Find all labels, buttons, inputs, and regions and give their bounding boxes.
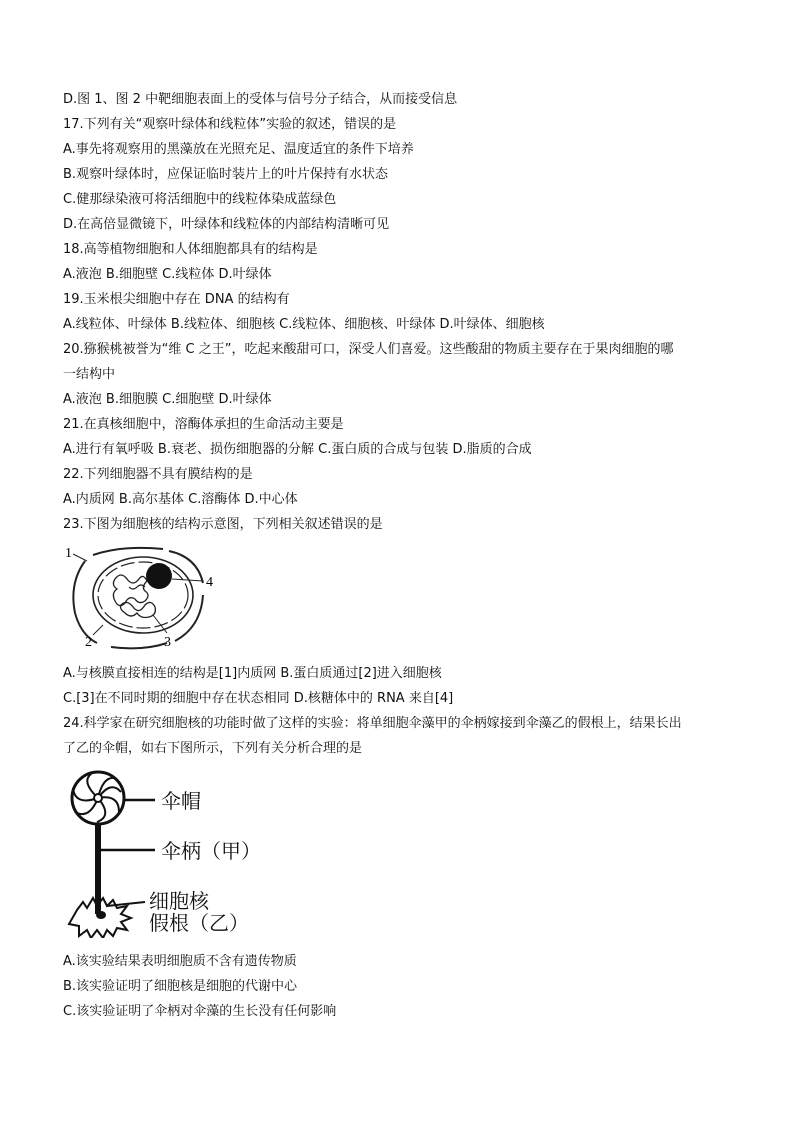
label-3: 3 (164, 635, 171, 650)
label-stalk: 伞柄（甲） (161, 839, 261, 863)
text-line: D.图 1、图 2 中靶细胞表面上的受体与信号分子结合，从而接受信息 (63, 92, 458, 107)
chromatin (129, 585, 145, 589)
option-line: C.该实验证明了伞柄对伞藻的生长没有任何影响 (63, 1004, 337, 1019)
label-cap: 伞帽 (161, 789, 201, 813)
option-line: A.事先将观察用的黑藻放在光照充足、温度适宜的条件下培养 (63, 142, 414, 157)
label-rhizoid: 假根（乙） (149, 911, 249, 935)
er-membrane (93, 548, 163, 555)
chromatin (113, 575, 148, 606)
nuclear-envelope-outer (93, 557, 193, 633)
question-24-cont: 了乙的伞帽，如右下图所示，下列有关分析合理的是 (63, 741, 363, 756)
label-2: 2 (85, 635, 92, 650)
er-membrane (169, 551, 203, 583)
option-line: A.液泡 B.细胞壁 C.线粒体 D.叶绿体 (63, 267, 272, 282)
nucleolus (146, 563, 172, 589)
option-line: A.液泡 B.细胞膜 C.细胞壁 D.叶绿体 (63, 392, 272, 407)
option-line: A.内质网 B.高尔基体 C.溶酶体 D.中心体 (63, 492, 298, 507)
nuclear-envelope-inner (98, 562, 188, 628)
nucleus-dot (96, 911, 106, 919)
question-18: 18.高等植物细胞和人体细胞都具有的结构是 (63, 242, 318, 257)
question-21: 21.在真核细胞中，溶酶体承担的生命活动主要是 (63, 417, 344, 432)
option-line: B.观察叶绿体时，应保证临时装片上的叶片保持有水状态 (63, 167, 389, 182)
question-20: 20.猕猴桃被誉为“维 C 之王”，吃起来酸甜可口，深受人们喜爱。这些酸甜的物质主要存在于果肉细胞的哪 (63, 342, 674, 357)
option-line: A.该实验结果表明细胞质不含有遗传物质 (63, 954, 297, 969)
option-line: A.线粒体、叶绿体 B.线粒体、细胞核 C.线粒体、细胞核、叶绿体 D.叶绿体、细胞核 (63, 317, 545, 332)
label-1: 1 (65, 546, 72, 561)
option-line: C.健那绿染液可将活细胞中的线粒体染成蓝绿色 (63, 192, 337, 207)
question-20-cont: 一结构中 (63, 367, 116, 382)
question-17: 17.下列有关“观察叶绿体和线粒体”实验的叙述，错误的是 (63, 117, 397, 132)
question-23: 23.下图为细胞核的结构示意图，下列相关叙述错误的是 (63, 517, 383, 532)
option-line: C.[3]在不同时期的细胞中存在状态相同 D.核糖体中的 RNA 来自[4] (63, 691, 454, 706)
er-membrane (175, 595, 203, 641)
label-4: 4 (206, 575, 213, 590)
question-22: 22.下列细胞器不具有膜结构的是 (63, 467, 253, 482)
option-line: A.进行有氧呼吸 B.衰老、损伤细胞器的分解 C.蛋白质的合成与包装 D.脂质的合成 (63, 442, 532, 457)
nucleus-structure-diagram (63, 543, 223, 651)
option-line: A.与核膜直接相连的结构是[1]内质网 B.蛋白质通过[2]进入细胞核 (63, 666, 442, 681)
er-membrane (111, 643, 167, 648)
label-nucleus: 细胞核 (149, 889, 209, 913)
option-line: D.在高倍显微镜下，叶绿体和线粒体的内部结构清晰可见 (63, 217, 390, 232)
question-24: 24.科学家在研究细胞核的功能时做了这样的实验：将单细胞伞藻甲的伞柄嫁接到伞藻乙的假根上，结果长出 (63, 716, 682, 731)
question-19: 19.玉米根尖细胞中存在 DNA 的结构有 (63, 292, 290, 307)
acetabularia-graft-diagram (63, 770, 273, 938)
option-line: B.该实验证明了细胞核是细胞的代谢中心 (63, 979, 298, 994)
chromatin (121, 602, 156, 617)
